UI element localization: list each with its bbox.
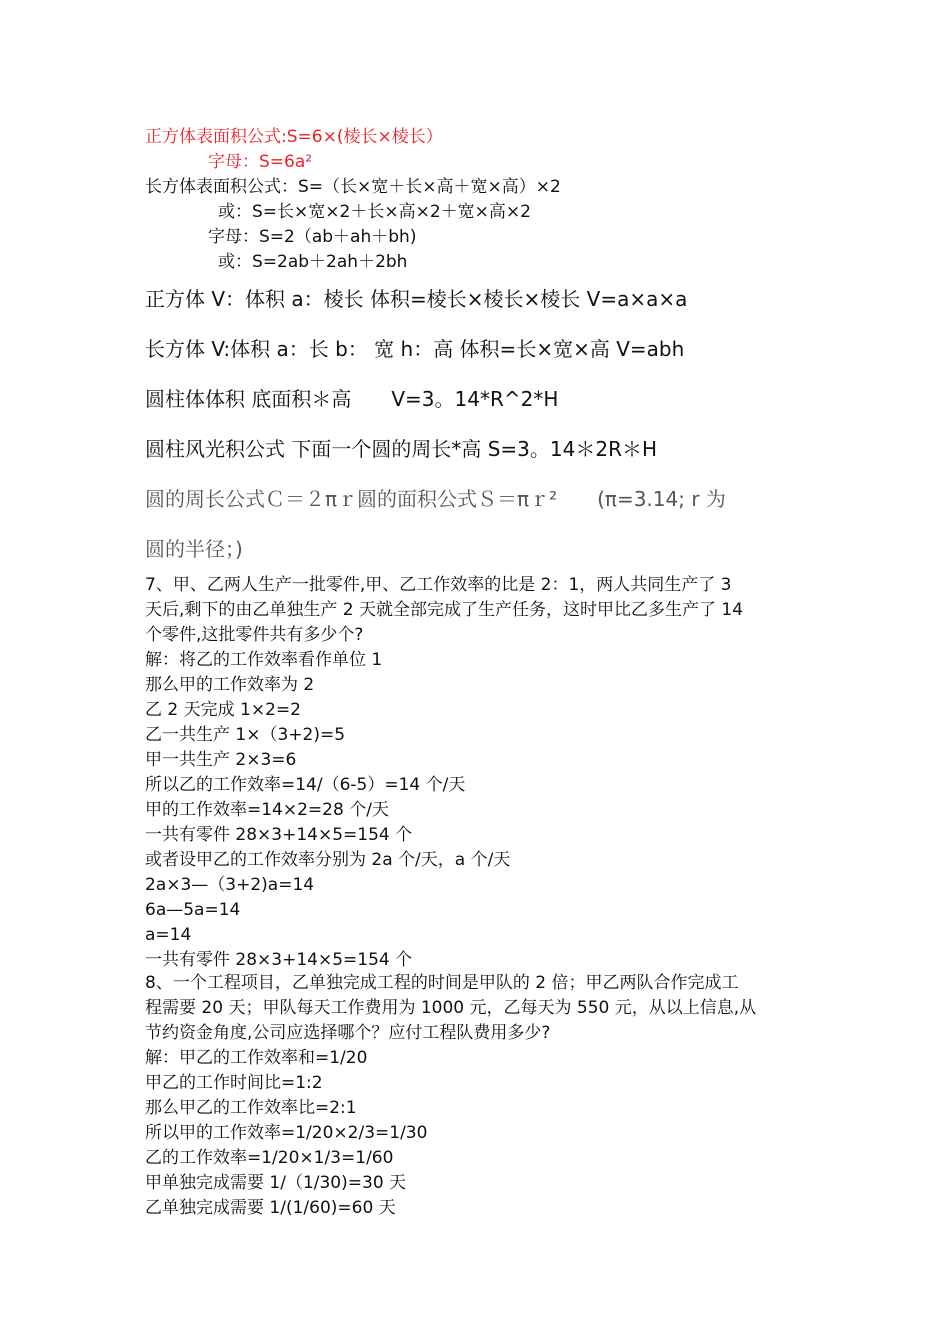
- problem7-line: 乙一共生产 1×（3+2)=5: [145, 725, 346, 745]
- cuboid-surface-formula: 长方体表面积公式：S=（长×宽＋长×高＋宽×高）×2: [145, 177, 561, 197]
- problem7-line: 天后,剩下的由乙单独生产 2 天就全部完成了生产任务，这时甲比乙多生产了 14: [145, 600, 744, 620]
- cube-surface-formula: 正方体表面积公式:S=6×(棱长×棱长）: [145, 127, 443, 147]
- problem7-line: 乙 2 天完成 1×2=2: [145, 700, 301, 720]
- problem7-line: 甲一共生产 2×3=6: [145, 750, 297, 770]
- problem8-line: 解：甲乙的工作效率和=1/20: [145, 1048, 368, 1068]
- problem8-line: 8、一个工程项目，乙单独完成工程的时间是甲队的 2 倍；甲乙两队合作完成工: [145, 973, 739, 993]
- cuboid-surface-alt: 或：S=长×宽×2＋长×高×2＋宽×高×2: [218, 202, 531, 222]
- cuboid-surface-letters-alt: 或：S=2ab＋2ah＋2bh: [218, 252, 408, 272]
- problem8-line: 乙单独完成需要 1/(1/60)=60 天: [145, 1198, 396, 1218]
- problem8-line: 乙的工作效率=1/20×1/3=1/60: [145, 1148, 394, 1168]
- cube-volume-formula: 正方体 V：体积 a：棱长 体积=棱长×棱长×棱长 V=a×a×a: [145, 287, 688, 311]
- problem7-line: a=14: [145, 925, 192, 945]
- problem7-line: 或者设甲乙的工作效率分别为 2a 个/天，a 个/天: [145, 850, 511, 870]
- problem8-line: 节约资金角度,公司应选择哪个？应付工程队费用多少?: [145, 1023, 551, 1043]
- problem7-line: 个零件,这批零件共有多少个?: [145, 625, 364, 645]
- problem7-line: 那么甲的工作效率为 2: [145, 675, 315, 695]
- problem7-line: 2a×3—（3+2)a=14: [145, 875, 315, 895]
- problem7-line: 7、甲、乙两人生产一批零件,甲、乙工作效率的比是 2：1，两人共同生产了 3: [145, 575, 732, 595]
- problem7-line: 一共有零件 28×3+14×5=154 个: [145, 950, 413, 970]
- cuboid-volume-formula: 长方体 V:体积 a：长 b： 宽 h：高 体积=长×宽×高 V=abh: [145, 337, 685, 361]
- problem7-line: 所以乙的工作效率=14/（6-5）=14 个/天: [145, 775, 466, 795]
- problem7-line: 甲的工作效率=14×2=28 个/天: [145, 800, 389, 820]
- cylinder-volume-formula: 圆柱体体积 底面积＊高 V=3。14*R^2*H: [145, 387, 559, 411]
- problem7-line: 一共有零件 28×3+14×5=154 个: [145, 825, 413, 845]
- problem8-line: 程需要 20 天；甲队每天工作费用为 1000 元，乙每天为 550 元，从以上信息,从: [145, 998, 757, 1018]
- problem8-line: 那么甲乙的工作效率比=2:1: [145, 1098, 357, 1118]
- problem8-line: 甲单独完成需要 1/（1/30)=30 天: [145, 1173, 407, 1193]
- cuboid-surface-letters: 字母：S=2（ab＋ah＋bh): [208, 227, 417, 247]
- problem8-line: 甲乙的工作时间比=1:2: [145, 1073, 323, 1093]
- problem8-line: 所以甲的工作效率=1/20×2/3=1/30: [145, 1123, 428, 1143]
- cube-surface-letters: 字母：S=6a²: [208, 152, 313, 172]
- cylinder-side-area-formula: 圆柱风光积公式 下面一个圆的周长*高 S=3。14＊2R＊H: [145, 437, 658, 461]
- circle-formula-line-1: 圆的周长公式Ｃ＝２πｒ圆的面积公式Ｓ＝πｒ² (π=3.14; r 为: [145, 487, 726, 511]
- problem7-line: 解：将乙的工作效率看作单位 1: [145, 650, 383, 670]
- problem7-line: 6a—5a=14: [145, 900, 241, 920]
- circle-formula-line-2: 圆的半径；): [145, 537, 243, 561]
